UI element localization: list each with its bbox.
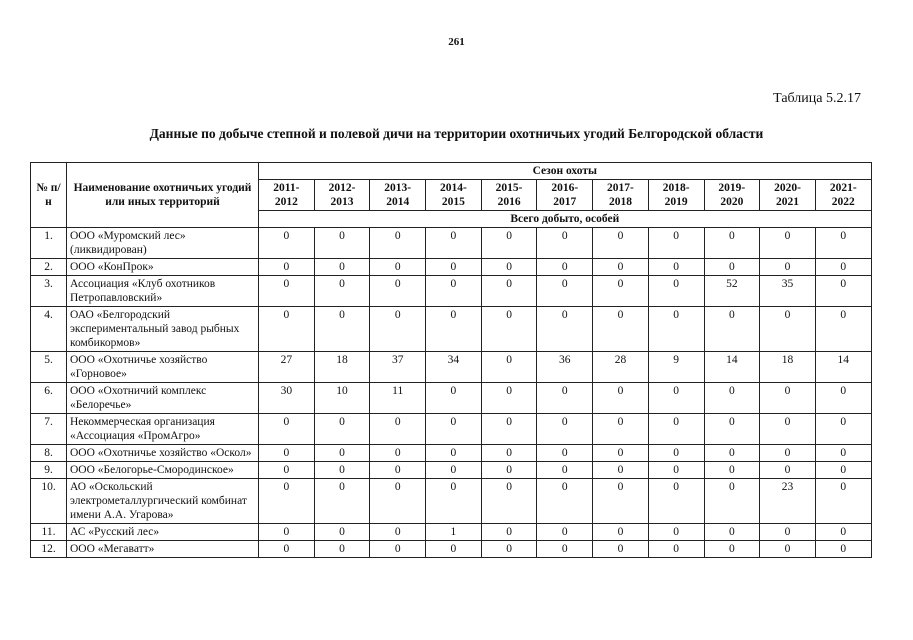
harvest-value: 14 xyxy=(815,352,871,383)
harvest-value: 0 xyxy=(537,541,593,558)
territory-name: ООО «Охотничий комплекс «Белоречье» xyxy=(67,383,259,414)
harvest-value: 0 xyxy=(815,259,871,276)
harvest-value: 0 xyxy=(259,541,315,558)
harvest-value: 0 xyxy=(815,445,871,462)
harvest-value: 0 xyxy=(370,307,426,352)
harvest-value: 0 xyxy=(314,228,370,259)
territory-name: АС «Русский лес» xyxy=(67,524,259,541)
row-number: 1. xyxy=(31,228,67,259)
harvest-value: 0 xyxy=(259,462,315,479)
harvest-value: 52 xyxy=(704,276,760,307)
table-row xyxy=(31,307,872,352)
harvest-value: 0 xyxy=(426,228,482,259)
header-name: Наименование охотничьих угодий или иных территорий xyxy=(67,163,259,228)
table-row xyxy=(31,414,872,445)
harvest-value: 0 xyxy=(537,479,593,524)
harvest-value: 0 xyxy=(815,524,871,541)
harvest-value: 0 xyxy=(760,462,816,479)
harvest-value: 0 xyxy=(648,479,704,524)
harvest-value: 0 xyxy=(426,414,482,445)
harvest-value: 0 xyxy=(481,541,537,558)
row-number: 9. xyxy=(31,462,67,479)
harvest-value: 0 xyxy=(648,524,704,541)
harvest-value: 0 xyxy=(314,445,370,462)
harvest-value: 0 xyxy=(370,228,426,259)
harvest-value: 0 xyxy=(259,307,315,352)
header-year: 2011-2012 xyxy=(259,180,315,211)
harvest-value: 0 xyxy=(760,259,816,276)
harvest-value: 0 xyxy=(704,541,760,558)
harvest-value: 35 xyxy=(760,276,816,307)
header-year: 2014-2015 xyxy=(426,180,482,211)
territory-name: ООО «Мегаватт» xyxy=(67,541,259,558)
harvest-value: 0 xyxy=(815,479,871,524)
header-year: 2021-2022 xyxy=(815,180,871,211)
harvest-value: 36 xyxy=(537,352,593,383)
harvest-value: 0 xyxy=(593,541,649,558)
harvest-value: 0 xyxy=(481,445,537,462)
territory-name: Некоммерческая организация «Ассоциация «ПромАгро» xyxy=(67,414,259,445)
harvest-value: 27 xyxy=(259,352,315,383)
harvest-value: 0 xyxy=(314,307,370,352)
harvest-value: 0 xyxy=(481,383,537,414)
harvest-value: 0 xyxy=(537,462,593,479)
harvest-value: 18 xyxy=(314,352,370,383)
harvest-value: 0 xyxy=(314,462,370,479)
table-row xyxy=(31,445,872,462)
harvest-value: 0 xyxy=(537,228,593,259)
harvest-value: 0 xyxy=(370,414,426,445)
harvest-value: 0 xyxy=(370,259,426,276)
harvest-value: 0 xyxy=(481,228,537,259)
harvest-value: 0 xyxy=(760,524,816,541)
table-row xyxy=(31,541,872,558)
harvest-value: 0 xyxy=(426,383,482,414)
harvest-value: 0 xyxy=(314,541,370,558)
harvest-value: 0 xyxy=(370,462,426,479)
harvest-value: 0 xyxy=(537,524,593,541)
harvest-value: 0 xyxy=(426,259,482,276)
document-title: Данные по добыче степной и полевой дичи на территории охотничьих угодий Белгородской области xyxy=(149,126,764,141)
harvest-value: 0 xyxy=(815,462,871,479)
territory-name: ООО «Охотничье хозяйство «Оскол» xyxy=(67,445,259,462)
territory-name: ООО «Охотничье хозяйство «Горновое» xyxy=(67,352,259,383)
row-number: 2. xyxy=(31,259,67,276)
header-year: 2017-2018 xyxy=(593,180,649,211)
harvest-value: 0 xyxy=(648,307,704,352)
table-row xyxy=(31,479,872,524)
page-number: 261 xyxy=(448,36,465,48)
row-number: 5. xyxy=(31,352,67,383)
harvest-value: 0 xyxy=(704,524,760,541)
table-row xyxy=(31,524,872,541)
header-year: 2018-2019 xyxy=(648,180,704,211)
harvest-value: 0 xyxy=(593,383,649,414)
harvest-value: 37 xyxy=(370,352,426,383)
territory-name: АО «Оскольский электрометаллургический комбинат имени А.А. Угарова» xyxy=(67,479,259,524)
territory-name: ОАО «Белгородский экспериментальный завод рыбных комбикормов» xyxy=(67,307,259,352)
harvest-value: 0 xyxy=(760,445,816,462)
harvest-value: 0 xyxy=(370,445,426,462)
harvest-value: 0 xyxy=(704,479,760,524)
harvest-value: 0 xyxy=(815,414,871,445)
header-year: 2020-2021 xyxy=(760,180,816,211)
table-row xyxy=(31,276,872,307)
harvest-value: 0 xyxy=(481,462,537,479)
harvest-value: 0 xyxy=(370,524,426,541)
harvest-value: 0 xyxy=(760,307,816,352)
harvest-value: 0 xyxy=(648,276,704,307)
harvest-value: 1 xyxy=(426,524,482,541)
harvest-value: 0 xyxy=(314,276,370,307)
harvest-value: 9 xyxy=(648,352,704,383)
harvest-value: 0 xyxy=(314,259,370,276)
harvest-value: 0 xyxy=(537,307,593,352)
harvest-value: 0 xyxy=(593,307,649,352)
harvest-value: 0 xyxy=(481,414,537,445)
harvest-value: 0 xyxy=(760,383,816,414)
harvest-value: 0 xyxy=(259,276,315,307)
row-number: 4. xyxy=(31,307,67,352)
harvest-value: 0 xyxy=(314,414,370,445)
territory-name: ООО «Муромский лес» (ликвидирован) xyxy=(67,228,259,259)
territory-name: ООО «КонПрок» xyxy=(67,259,259,276)
harvest-value: 0 xyxy=(648,383,704,414)
harvest-value: 0 xyxy=(370,276,426,307)
row-number: 11. xyxy=(31,524,67,541)
harvest-value: 23 xyxy=(760,479,816,524)
harvest-value: 0 xyxy=(481,259,537,276)
harvest-value: 0 xyxy=(537,259,593,276)
harvest-value: 0 xyxy=(648,228,704,259)
harvest-value: 0 xyxy=(426,445,482,462)
harvest-value: 0 xyxy=(259,445,315,462)
table-row xyxy=(31,259,872,276)
header-year: 2016-2017 xyxy=(537,180,593,211)
harvest-value: 0 xyxy=(815,383,871,414)
header-year: 2015-2016 xyxy=(481,180,537,211)
harvest-value: 0 xyxy=(648,462,704,479)
harvest-value: 0 xyxy=(704,228,760,259)
harvest-value: 11 xyxy=(370,383,426,414)
row-number: 7. xyxy=(31,414,67,445)
harvest-value: 0 xyxy=(648,414,704,445)
harvest-value: 0 xyxy=(537,276,593,307)
harvest-table xyxy=(30,162,872,558)
harvest-value: 0 xyxy=(815,541,871,558)
harvest-value: 0 xyxy=(259,479,315,524)
harvest-value: 0 xyxy=(259,414,315,445)
harvest-value: 0 xyxy=(426,276,482,307)
header-year: 2012-2013 xyxy=(314,180,370,211)
harvest-value: 0 xyxy=(704,445,760,462)
harvest-value: 0 xyxy=(593,524,649,541)
harvest-value: 0 xyxy=(426,479,482,524)
harvest-value: 0 xyxy=(481,276,537,307)
harvest-value: 0 xyxy=(593,445,649,462)
territory-name: Ассоциация «Клуб охотников Петропавловский» xyxy=(67,276,259,307)
harvest-value: 0 xyxy=(481,524,537,541)
harvest-value: 0 xyxy=(593,276,649,307)
harvest-value: 0 xyxy=(815,276,871,307)
row-number: 3. xyxy=(31,276,67,307)
harvest-value: 0 xyxy=(704,383,760,414)
harvest-value: 0 xyxy=(704,414,760,445)
harvest-value: 0 xyxy=(314,524,370,541)
harvest-value: 0 xyxy=(537,445,593,462)
table-body xyxy=(31,228,872,558)
harvest-value: 0 xyxy=(481,307,537,352)
harvest-value: 0 xyxy=(593,479,649,524)
harvest-value: 0 xyxy=(537,414,593,445)
harvest-value: 0 xyxy=(593,259,649,276)
row-number: 12. xyxy=(31,541,67,558)
harvest-value: 0 xyxy=(648,445,704,462)
harvest-value: 0 xyxy=(760,541,816,558)
row-number: 10. xyxy=(31,479,67,524)
harvest-value: 18 xyxy=(760,352,816,383)
harvest-value: 0 xyxy=(815,228,871,259)
territory-name: ООО «Белогорье-Смородинское» xyxy=(67,462,259,479)
harvest-value: 0 xyxy=(593,462,649,479)
harvest-value: 0 xyxy=(760,414,816,445)
harvest-value: 0 xyxy=(481,352,537,383)
harvest-value: 0 xyxy=(537,383,593,414)
harvest-value: 10 xyxy=(314,383,370,414)
harvest-value: 0 xyxy=(704,259,760,276)
harvest-value: 0 xyxy=(426,541,482,558)
header-num: № п/н xyxy=(31,163,67,228)
row-number: 8. xyxy=(31,445,67,462)
table-row xyxy=(31,462,872,479)
harvest-value: 0 xyxy=(648,541,704,558)
harvest-value: 28 xyxy=(593,352,649,383)
header-season: Сезон охоты xyxy=(259,163,872,180)
header-year: 2019-2020 xyxy=(704,180,760,211)
harvest-value: 0 xyxy=(314,479,370,524)
harvest-value: 0 xyxy=(370,541,426,558)
harvest-value: 0 xyxy=(704,462,760,479)
harvest-value: 0 xyxy=(426,307,482,352)
table-row xyxy=(31,352,872,383)
harvest-value: 0 xyxy=(370,479,426,524)
harvest-value: 0 xyxy=(760,228,816,259)
harvest-value: 0 xyxy=(426,462,482,479)
header-total-harvested: Всего добыто, особей xyxy=(259,211,872,228)
table-label: Таблица 5.2.17 xyxy=(773,91,861,106)
table-row xyxy=(31,228,872,259)
harvest-value: 0 xyxy=(815,307,871,352)
header-year: 2013-2014 xyxy=(370,180,426,211)
harvest-value: 14 xyxy=(704,352,760,383)
harvest-value: 0 xyxy=(259,228,315,259)
table-row xyxy=(31,383,872,414)
row-number: 6. xyxy=(31,383,67,414)
harvest-value: 34 xyxy=(426,352,482,383)
harvest-value: 0 xyxy=(481,479,537,524)
harvest-value: 0 xyxy=(593,414,649,445)
harvest-value: 0 xyxy=(259,259,315,276)
harvest-value: 0 xyxy=(704,307,760,352)
harvest-value: 0 xyxy=(259,524,315,541)
harvest-value: 0 xyxy=(593,228,649,259)
harvest-value: 0 xyxy=(648,259,704,276)
harvest-value: 30 xyxy=(259,383,315,414)
